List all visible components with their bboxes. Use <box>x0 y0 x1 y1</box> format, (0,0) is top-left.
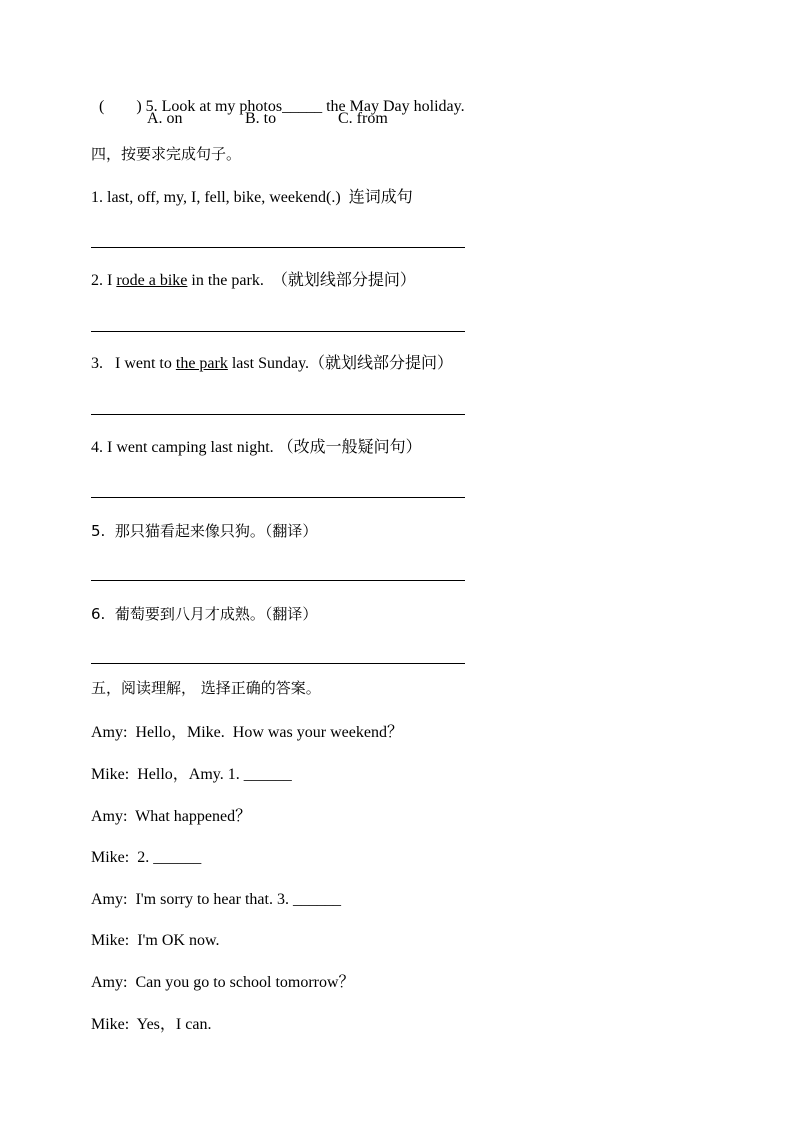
section4-item-3 <box>91 354 453 374</box>
item2-underlined: rode a bike <box>116 272 188 289</box>
dialogue-line: Amy: What happened？ <box>91 808 252 825</box>
item3-suffix: last Sunday.（就划线部分提问） <box>227 355 454 372</box>
answer-paren: ( ) <box>99 98 142 115</box>
dialogue-line: Mike: Hello，Amy. 1. ______ <box>91 766 292 783</box>
answer-line-5 <box>91 580 465 581</box>
section4-item-6: 6. 葡萄要到八月才成熟。（翻译） <box>91 605 318 623</box>
dialogue-line: Amy: Can you go to school tomorrow？ <box>91 974 355 991</box>
answer-line-3 <box>91 414 465 415</box>
item3-underlined: the park <box>175 355 228 372</box>
option-a: A. on <box>147 110 183 127</box>
answer-line-6 <box>91 663 465 664</box>
section4-item-1: 1. last, off, my, I, fell, bike, weekend(.) 连词成句 <box>91 189 413 206</box>
option-c: C. from <box>338 110 388 127</box>
item2-suffix: in the park. （就划线部分提问） <box>187 272 416 289</box>
section5-heading: 五，阅读理解， 选择正确的答案。 <box>91 679 321 697</box>
answer-line-2 <box>91 331 465 332</box>
answer-line-1 <box>91 247 465 248</box>
section4-item-2 <box>91 271 416 291</box>
answer-line-4 <box>91 497 465 498</box>
section4-heading: 四，按要求完成句子。 <box>91 145 242 163</box>
option-b: B. to <box>245 110 277 127</box>
item2-prefix: 2. I <box>91 272 117 289</box>
section4-item-4: 4. I went camping last night. （改成一般疑问句） <box>91 439 422 456</box>
question-text-before: 5. Look at my photos <box>141 98 283 115</box>
question-blank: _____ <box>282 98 323 115</box>
dialogue-line: Amy: I'm sorry to hear that. 3. ______ <box>91 891 341 908</box>
dialogue-line: Amy: Hello，Mike. How was your weekend？ <box>91 724 403 741</box>
dialogue-line: Mike: I'm OK now. <box>91 932 220 949</box>
question-text-after: the May Day holiday. <box>322 98 465 115</box>
section4-item-5: 5. 那只猫看起来像只狗。（翻译） <box>91 522 318 540</box>
dialogue-line: Mike: 2. ______ <box>91 849 202 866</box>
dialogue-line: Mike: Yes，I can. <box>91 1016 212 1033</box>
item3-prefix: 3. I went to <box>91 355 176 372</box>
